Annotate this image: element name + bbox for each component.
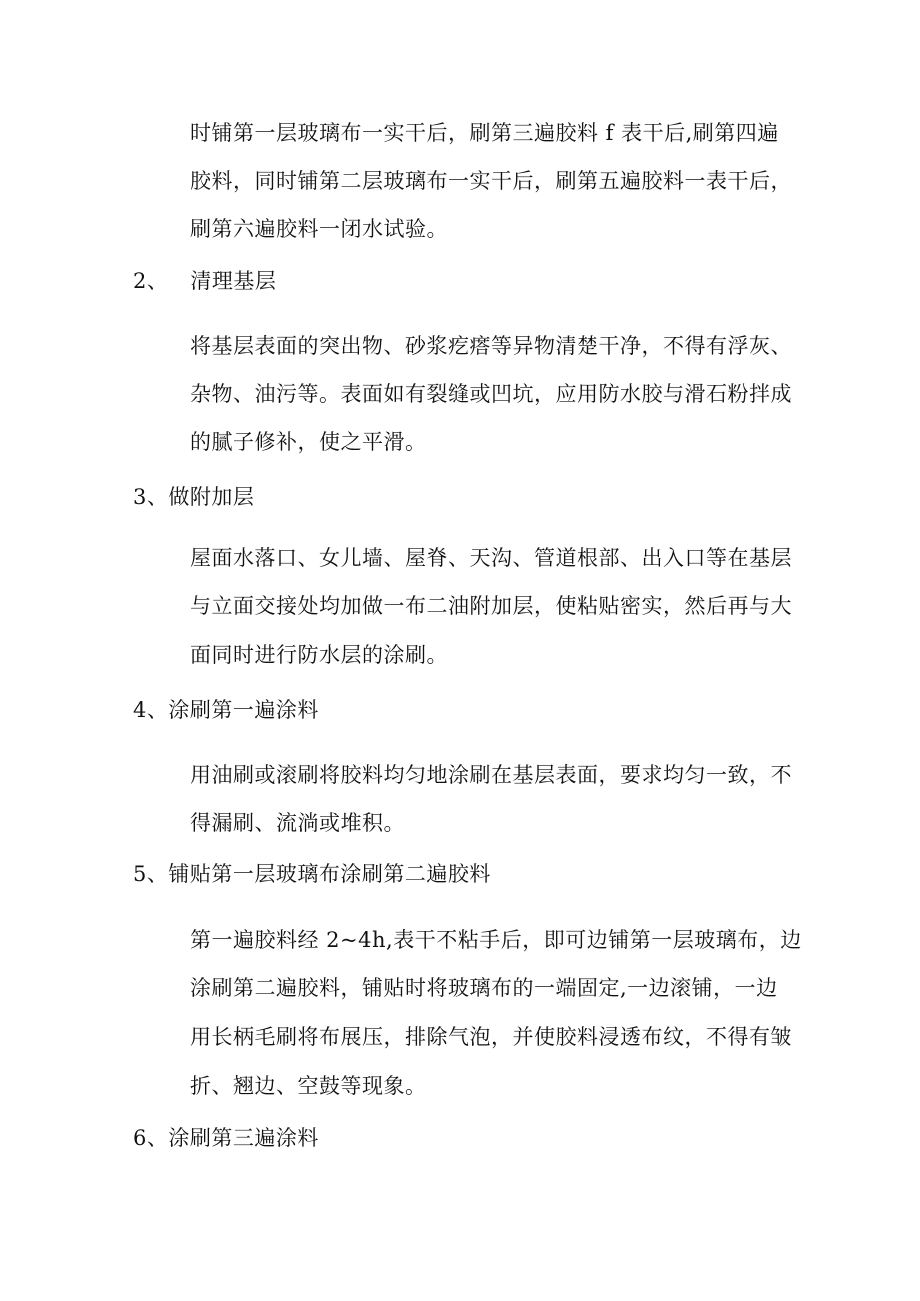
heading-4-number: 4、 — [133, 698, 169, 722]
paragraph-3-line-1: 屋面水落口、女儿墙、屋脊、天沟、管道根部、出入口等在基层 — [190, 546, 792, 570]
heading-3-title: 做附加层 — [168, 485, 255, 509]
heading-3 — [133, 482, 254, 512]
heading-6-number: 6、 — [133, 1126, 169, 1150]
paragraph-3-line-2: 与立面交接处均加做一布二油附加层，使粘贴密实，然后再与大 — [190, 594, 792, 618]
heading-2 — [133, 266, 276, 296]
heading-6 — [133, 1123, 319, 1153]
paragraph-5-line-2: 涂刷第二遍胶料，铺贴时将玻璃布的一端固定,一边滚铺，一边 — [190, 976, 778, 1000]
paragraph-1-line-2: 胶料，同时铺第二层玻璃布一实干后，刷第五遍胶料一表干后， — [190, 169, 792, 193]
paragraph-1-line-1: 时铺第一层玻璃布一实干后，刷第三遍胶料 f 表干后,刷第四遍 — [190, 121, 779, 145]
paragraph-5-line-1: 第一遍胶料经 2~4h,表干不粘手后，即可边铺第一层玻璃布，边 — [190, 928, 802, 952]
heading-4-title: 涂刷第一遍涂料 — [168, 698, 319, 722]
heading-3-number: 3、 — [133, 485, 169, 509]
heading-2-number: 2、 — [133, 269, 169, 293]
heading-2-title: 清理基层 — [190, 269, 277, 293]
paragraph-2-line-2: 杂物、油污等。表面如有裂缝或凹坑，应用防水胶与滑石粉拌成 — [190, 382, 792, 406]
heading-4 — [133, 695, 319, 725]
paragraph-1-line-3: 刷第六遍胶料一闭水试验。 — [190, 217, 448, 241]
heading-5-number: 5、 — [133, 862, 169, 886]
paragraph-5-line-4: 折、翘边、空鼓等现象。 — [190, 1074, 427, 1098]
paragraph-3-line-3: 面同时进行防水层的涂刷。 — [190, 643, 448, 667]
paragraph-2-line-1: 将基层表面的突出物、砂浆疙瘩等异物清楚干净，不得有浮灰、 — [190, 334, 792, 358]
paragraph-4-line-1: 用油刷或滚刷将胶料均匀地涂刷在基层表面，要求均匀一致，不 — [190, 763, 792, 787]
heading-6-title: 涂刷第三遍涂料 — [168, 1126, 319, 1150]
paragraph-4-line-2: 得漏刷、流淌或堆积。 — [190, 811, 405, 835]
heading-5 — [133, 859, 491, 889]
paragraph-2-line-3: 的腻子修补，使之平滑。 — [190, 430, 427, 454]
heading-5-title: 铺贴第一层玻璃布涂刷第二遍胶料 — [168, 862, 491, 886]
paragraph-5-line-3: 用长柄毛刷将布展压，排除气泡，并使胶料浸透布纹，不得有皱 — [190, 1025, 792, 1049]
